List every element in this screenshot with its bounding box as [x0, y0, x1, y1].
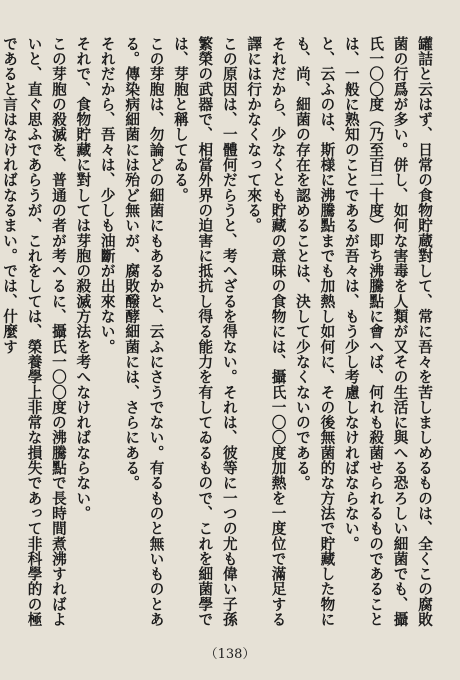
paragraph: それだから、吾々は、少しも油斷が出來ない。: [98, 36, 116, 355]
paragraph: この芽胞の殺滅を、普通の者が考へるに、攝氏一〇〇度の沸騰點で長時間煮沸すればよいと、直ぐ思ふであらうが、これをしては、榮養學上非常な損失であって非科學的の極であると言はなければなるまい。では、什麼す: [1, 36, 67, 627]
paragraph: この原因は、一體何だらうと、考へざるを得ない。それは、彼等に一つの尤も偉い子孫繁榮の武器で、相當外界の迫害に抵抗し得る能力を有してゐるもので、これを細菌學では、芽胞と稱してゐる。: [171, 36, 238, 627]
paragraph: この芽胞は、勿論どの細菌にもあるかと、云ふにさうでない。有るものと無いものとある。傳染病細菌には殆ど無いが、腐敗醱酵細菌には、さらにある。: [123, 36, 165, 627]
paragraph: それで、食物貯藏に對しては芽胞の殺滅方法を考へなければならない。: [74, 36, 92, 521]
vertical-body-text: [1, 36, 436, 636]
page-number: （138）: [204, 647, 256, 662]
paragraph: それだから、少なくとも貯藏の意味の食物には、攝氏一〇〇度加熱を一度位で滿足する譯には行かなくなって來る。: [245, 36, 287, 627]
paragraph: と、云ふのは、斯様に沸騰點までも加熱し如何に、その後無菌的な方法で貯藏した物にも、尚、細菌の存在を認めることは、決して少なくないのである。: [293, 36, 336, 627]
paragraph: 罐詰と云はず、日常の食物貯蔵對して、常に吾々を苦しましめるものは、全くこの腐敗菌の行爲が多い。併し、如何な害毒を人類が又その生活に與へる恐ろしい細菌でも、攝氏一〇〇度（乃至百二十度）即ち沸騰點に會へば、何れも殺菌せられるものであることは、一般に熟知のことであるが吾々は、もう少し考慮しなければならない。: [342, 36, 433, 627]
